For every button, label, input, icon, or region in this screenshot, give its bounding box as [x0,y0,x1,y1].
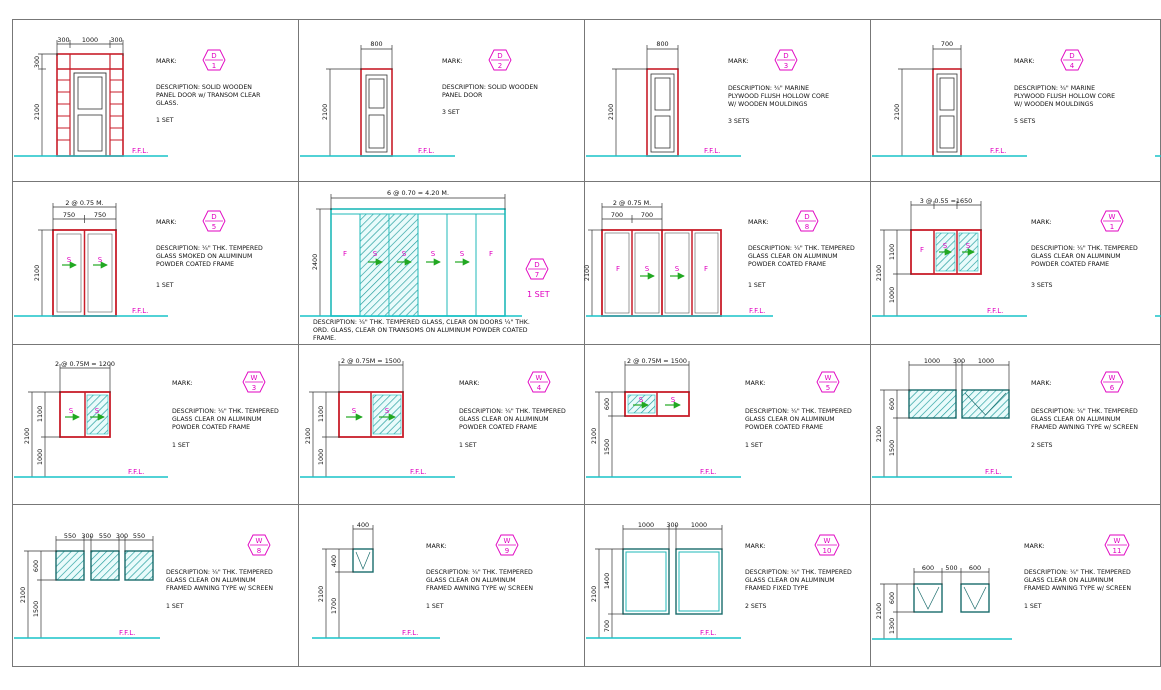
mark-letter: W [503,537,511,545]
mark-label: MARK: [1014,57,1035,65]
dim-w3-overall: 2 @ 0.75M = 1200 [55,360,115,368]
quantity-label: 5 SETS [1014,118,1036,125]
dim-w10-top-a: 1000 [637,521,655,529]
quantity-label: 2 SETS [745,603,767,610]
panel-label: S [97,256,103,264]
panel-label: S [965,242,971,250]
description-line: FRAMED AWNING TYPE w/ SCREEN [426,585,533,592]
description-line: DESCRIPTION: ¼" THK. TEMPERED [1031,408,1138,415]
mark-number: 1 [211,62,217,70]
mark-label: MARK: [745,379,766,387]
dimensions-w5 [595,361,689,477]
ffl-label: F.F.L. [410,468,427,476]
panel-label: S [644,265,650,273]
dim-d7-left: 2400 [311,253,319,271]
quantity-label: 3 SETS [728,118,750,125]
mark-letter: W [1113,537,1121,545]
window-w1-elevation [911,230,981,274]
schedule-cell-d4 [872,40,1161,156]
description-line: GLASS CLEAR ON ALUMINUM [748,253,838,260]
mark-letter: D [497,52,503,60]
dim-d5-top-a: 750 [62,211,76,219]
mark-letter: D [804,213,810,221]
description-line: POWDER COATED FRAME [748,261,827,268]
dim-w5-total: 2100 [590,427,598,445]
dim-w6-total: 2100 [875,425,883,443]
mark-label: MARK: [745,542,766,550]
mark-tag-w6 [1101,372,1123,392]
dim-w6-top-b: 300 [952,357,966,365]
description-line: FRAMED AWNING TYPE w/ SCREEN [1024,585,1131,592]
dim-w4-b: 1000 [317,448,325,466]
dim-w5-overall: 2 @ 0.75M = 1500 [627,357,687,365]
mark-letter: D [783,52,789,60]
ffl-label: F.F.L. [418,147,435,155]
mark-letter: D [534,261,540,269]
dim-d7-overall: 6 @ 0.70 = 4.20 M. [387,189,449,197]
door-d1-elevation [57,54,123,156]
description-line: W/ WOODEN MOULDINGS [1014,101,1094,108]
description-line: POWDER COATED FRAME [459,424,538,431]
ffl-label: F.F.L. [985,468,1002,476]
dim-w6-top-c: 1000 [977,357,995,365]
window-w11-elevation [914,584,989,612]
dim-w9-top: 400 [356,521,370,529]
panel-label: S [459,250,465,258]
description-line: DESCRIPTION: ¼" THK. TEMPERED [459,408,566,415]
description-line: DESCRIPTION: ¼" THK. TEMPERED [156,245,263,252]
mark-tag-d5 [203,211,225,231]
quantity-label: 1 SET [426,603,444,610]
dim-w11-top-b: 500 [945,564,958,572]
dim-w4-a: 1100 [317,405,325,423]
mark-letter: W [250,374,258,382]
window-w3-elevation [60,392,110,437]
ffl-label: F.F.L. [700,468,717,476]
dim-w1-total: 2100 [875,264,883,282]
description-line: FRAMED AWNING TYPE w/ SCREEN [166,585,273,592]
mark-number: 10 [822,547,832,555]
mark-letter: D [1069,52,1075,60]
dim-w3-a: 1100 [36,405,44,423]
description-line: GLASS CLEAR ON ALUMINUM [745,416,835,423]
panel-label: S [638,396,644,404]
ffl-label: F.F.L. [704,147,721,155]
dim-w9-total: 2100 [317,585,325,603]
mark-label: MARK: [156,218,177,226]
description-line: POWDER COATED FRAME [1031,261,1110,268]
panel-label: S [94,407,100,415]
mark-letter: D [211,213,217,221]
dim-d1-top-c: 300 [110,36,123,44]
panel-label: F [919,246,925,254]
mark-tag-d2 [489,50,511,70]
schedule-cell-d1 [14,36,261,156]
dim-d1-left-b: 2100 [33,103,41,121]
schedule-cell-d2 [300,40,538,156]
dim-d8-left: 2100 [583,264,591,282]
description-line: POWDER COATED FRAME [172,424,251,431]
dim-w8-top-e: 550 [132,532,146,540]
quantity-label: 1 SET [745,442,763,449]
mark-tag-d1 [203,50,225,70]
description-line: DESCRIPTION: ¼" THK. TEMPERED [1024,569,1131,576]
description-line: ORD. GLASS, CLEAR ON TRANSOMS ON ALUMINUM POWDER COATED [313,327,528,334]
mark-label: MARK: [426,542,447,550]
dim-w11-b: 1300 [888,617,896,635]
window-w10-elevation [623,549,722,614]
dim-w11-top-a: 600 [921,564,935,572]
mark-tag-w11 [1105,535,1129,555]
panel-label: S [401,250,407,258]
schedule-cell-d5 [14,199,263,316]
panel-label: F [615,265,621,273]
mark-number: 3 [783,62,789,70]
description-line: DESCRIPTION: ¼" THK. TEMPERED [748,245,855,252]
dim-d2-left: 2100 [321,103,329,121]
dim-w10-a: 1400 [603,572,611,590]
description-line: DESCRIPTION: SOLID WOODEN [156,84,252,91]
ffl-label: F.F.L. [119,629,136,637]
mark-number: 3 [251,384,257,392]
mark-number: 1 [1109,223,1115,231]
dim-w8-a: 600 [32,559,40,573]
mark-number: 5 [211,223,217,231]
dim-d3-left: 2100 [607,103,615,121]
ffl-label: F.F.L. [990,147,1007,155]
mark-number: 8 [804,223,810,231]
description-line: GLASS SMOKED ON ALUMINUM [156,253,253,260]
mark-tag-w4 [528,372,550,392]
description-line: DESCRIPTION: ¾" MARINE [728,85,809,92]
dim-w3-b: 1000 [36,448,44,466]
mark-letter: W [824,374,832,382]
mark-tag-w8 [248,535,270,555]
ffl-label: F.F.L. [128,468,145,476]
mark-number: 8 [256,547,262,555]
quantity-label: 3 SET [442,109,460,116]
panel-label: S [942,242,948,250]
description-line: PANEL DOOR w/ TRANSOM CLEAR [156,92,261,99]
mark-label: MARK: [442,57,463,65]
dim-w3-total: 2100 [23,427,31,445]
description-line: W/ WOODEN MOULDINGS [728,101,808,108]
quantity-label: 1 SET [156,117,174,124]
dim-d3-top: 800 [656,40,669,48]
schedule-cell-w6 [872,357,1138,477]
mark-tag-d3 [775,50,797,70]
description-line: GLASS CLEAR ON ALUMINUM [426,577,516,584]
mark-tag-d7 [526,259,548,279]
mark-label: MARK: [1031,379,1052,387]
mark-label: MARK: [459,379,480,387]
window-w4-elevation [339,392,403,437]
panel-label: S [372,250,378,258]
panel-label: F [703,265,709,273]
dim-w6-a: 600 [888,397,896,411]
dim-w10-top-c: 1000 [690,521,708,529]
mark-tag-w10 [815,535,839,555]
mark-number: 2 [497,62,503,70]
quantity-label: 1 SET [156,282,174,289]
mark-tag-d8 [796,211,818,231]
ffl-label: F.F.L. [132,307,149,315]
dim-w9-b: 1700 [330,597,338,615]
schedule-cell-d3 [586,40,829,156]
dim-d2-top: 800 [370,40,383,48]
dim-w1-a: 1100 [888,243,896,261]
description-line: GLASS CLEAR ON ALUMINUM [459,416,549,423]
dim-d5-top-b: 750 [93,211,107,219]
ffl-label: F.F.L. [700,629,717,637]
description-line: GLASS CLEAR ON ALUMINUM [745,577,835,584]
dim-d5-overall: 2 @ 0.75 M. [65,199,104,207]
panel-label: S [384,407,390,415]
dim-w8-top-d: 300 [115,532,129,540]
description-line: DESCRIPTION: ¾" MARINE [1014,85,1095,92]
dim-w6-top-a: 1000 [923,357,941,365]
dim-w11-total: 2100 [875,602,883,620]
dim-w8-top-c: 550 [98,532,112,540]
quantity-label: 2 SETS [1031,442,1053,449]
schedule-cell-d7 [300,189,550,342]
door-d3-elevation [647,69,678,156]
dim-w11-top-c: 600 [968,564,982,572]
schedule-cell-w3 [14,360,279,477]
mark-number: 4 [1069,62,1075,70]
panel-label: S [430,250,436,258]
description-line: DESCRIPTION: ¼" THK. TEMPERED [745,408,852,415]
panel-label: S [351,407,357,415]
description-line: DESCRIPTION: ¼" THK. TEMPERED [172,408,279,415]
dim-w5-a: 600 [603,397,611,411]
mark-number: 11 [1112,547,1122,555]
description-line: DESCRIPTION: ¼" THK. TEMPERED [426,569,533,576]
description-line: DESCRIPTION: ¼" THK. TEMPERED [1031,245,1138,252]
door-d5-elevation [53,230,116,316]
dim-d1-top-b: 1000 [81,36,99,44]
mark-tag-w3 [243,372,265,392]
panel-label: F [342,250,348,258]
dim-w6-b: 1500 [888,439,896,457]
description-line: FRAMED AWNING TYPE w/ SCREEN [1031,424,1138,431]
schedule-cell-w11 [872,535,1131,639]
mark-letter: W [535,374,543,382]
panel-label: S [674,265,680,273]
dim-d1-top-a: 300 [57,36,70,44]
description-line: DESCRIPTION: ¼" THK. TEMPERED [745,569,852,576]
description-line: PLYWOOD FLUSH HOLLOW CORE [1014,93,1116,100]
description-line: DESCRIPTION: ¼" THK. TEMPERED [166,569,273,576]
dim-d1-left-a: 300 [33,55,41,69]
mark-label: MARK: [1031,218,1052,226]
dim-w5-b: 1500 [603,438,611,456]
quantity-label: 1 SET [172,442,190,449]
dim-w8-total: 2100 [19,586,27,604]
mark-letter: W [255,537,263,545]
ffl-label: F.F.L. [132,147,149,155]
dim-w11-a: 600 [888,591,896,605]
quantity-label: 3 SETS [1031,282,1053,289]
dimensions-w9 [322,525,373,638]
door-d2-elevation [361,69,392,156]
ffl-label: F.F.L. [749,307,766,315]
panel-label: S [66,256,72,264]
door-d7-elevation [331,209,505,316]
dim-w9-a: 400 [330,554,338,568]
panel-label: S [68,407,74,415]
dim-w1-b: 1000 [888,286,896,304]
quantity-label: 1 SET [527,290,550,299]
description-line: DESCRIPTION: ¼" THK. TEMPERED GLASS, CLEAR ON DOORS ¼" THK. [313,319,530,326]
dim-w4-total: 2100 [304,427,312,445]
dim-w10-top-b: 300 [666,521,679,529]
mark-tag-w5 [817,372,839,392]
ffl-label: F.F.L. [402,629,419,637]
schedule-cell-w10 [586,521,852,638]
dim-w8-b: 1500 [32,600,40,618]
quantity-label: 1 SET [1024,603,1042,610]
ffl-label: F.F.L. [987,307,1004,315]
dim-w10-total: 2100 [590,585,598,603]
description-line: PLYWOOD FLUSH HOLLOW CORE [728,93,830,100]
quantity-label: 1 SET [748,282,766,289]
quantity-label: 1 SET [459,442,477,449]
panel-label: F [488,250,494,258]
mark-tag-w9 [496,535,518,555]
schedule-cell-w5 [586,357,852,477]
description-line: FRAME. [313,335,337,342]
description-line: DESCRIPTION: SOLID WOODEN [442,84,538,91]
dim-d8-top-b: 700 [640,211,654,219]
mark-letter: W [1108,374,1116,382]
mark-letter: D [211,52,217,60]
dim-w1-overall: 3 @ 0.55 =1650 [919,197,973,205]
window-w6-elevation [909,390,1009,418]
schedule-cell-w1 [872,197,1161,316]
door-d8-elevation [602,230,721,316]
dimensions-w6 [880,361,1009,477]
schedule-cell-d8 [583,199,855,316]
dim-w4-overall: 2 @ 0.75M = 1500 [341,357,401,365]
description-line: POWDER COATED FRAME [745,424,824,431]
dim-d8-top-a: 700 [610,211,624,219]
window-w5-elevation [625,392,689,416]
dim-d8-overall: 2 @ 0.75 M. [612,199,652,207]
window-w9-elevation [353,549,373,572]
door-d4-elevation [933,69,961,156]
mark-label: MARK: [728,57,749,65]
mark-label: MARK: [748,218,769,226]
description-line: PANEL DOOR [442,92,483,99]
mark-letter: W [1108,213,1116,221]
description-line: GLASS CLEAR ON ALUMINUM [1024,577,1114,584]
mark-label: MARK: [156,57,177,65]
dim-w8-top-b: 300 [81,532,94,540]
dim-d4-top: 700 [940,40,954,48]
dim-d5-left: 2100 [33,264,41,282]
description-line: POWDER COATED FRAME [156,261,235,268]
mark-tag-w1 [1101,211,1123,231]
schedule-cell-w9 [312,521,533,638]
mark-number: 5 [825,384,831,392]
mark-tag-d4 [1061,50,1083,70]
mark-label: MARK: [172,379,193,387]
description-line: GLASS. [156,100,179,107]
description-line: GLASS CLEAR ON ALUMINUM [172,416,262,423]
mark-number: 7 [534,271,540,279]
window-w8-elevation [56,551,153,580]
mark-number: 6 [1109,384,1115,392]
description-line: GLASS CLEAR ON ALUMINUM [166,577,256,584]
mark-number: 4 [536,384,542,392]
description-line: GLASS CLEAR ON ALUMINUM [1031,416,1121,423]
mark-number: 9 [504,547,510,555]
mark-letter: W [823,537,831,545]
mark-label: MARK: [1024,542,1045,550]
dim-w8-top-a: 550 [63,532,77,540]
quantity-label: 1 SET [166,603,184,610]
description-line: FRAMED FIXED TYPE [745,585,809,592]
schedule-cell-w4 [300,357,566,477]
schedule-cell-w8 [14,532,273,638]
description-line: GLASS CLEAR ON ALUMINUM [1031,253,1121,260]
panel-label: S [670,396,676,404]
dim-d4-left: 2100 [893,103,901,121]
dim-w10-b: 700 [603,619,611,633]
